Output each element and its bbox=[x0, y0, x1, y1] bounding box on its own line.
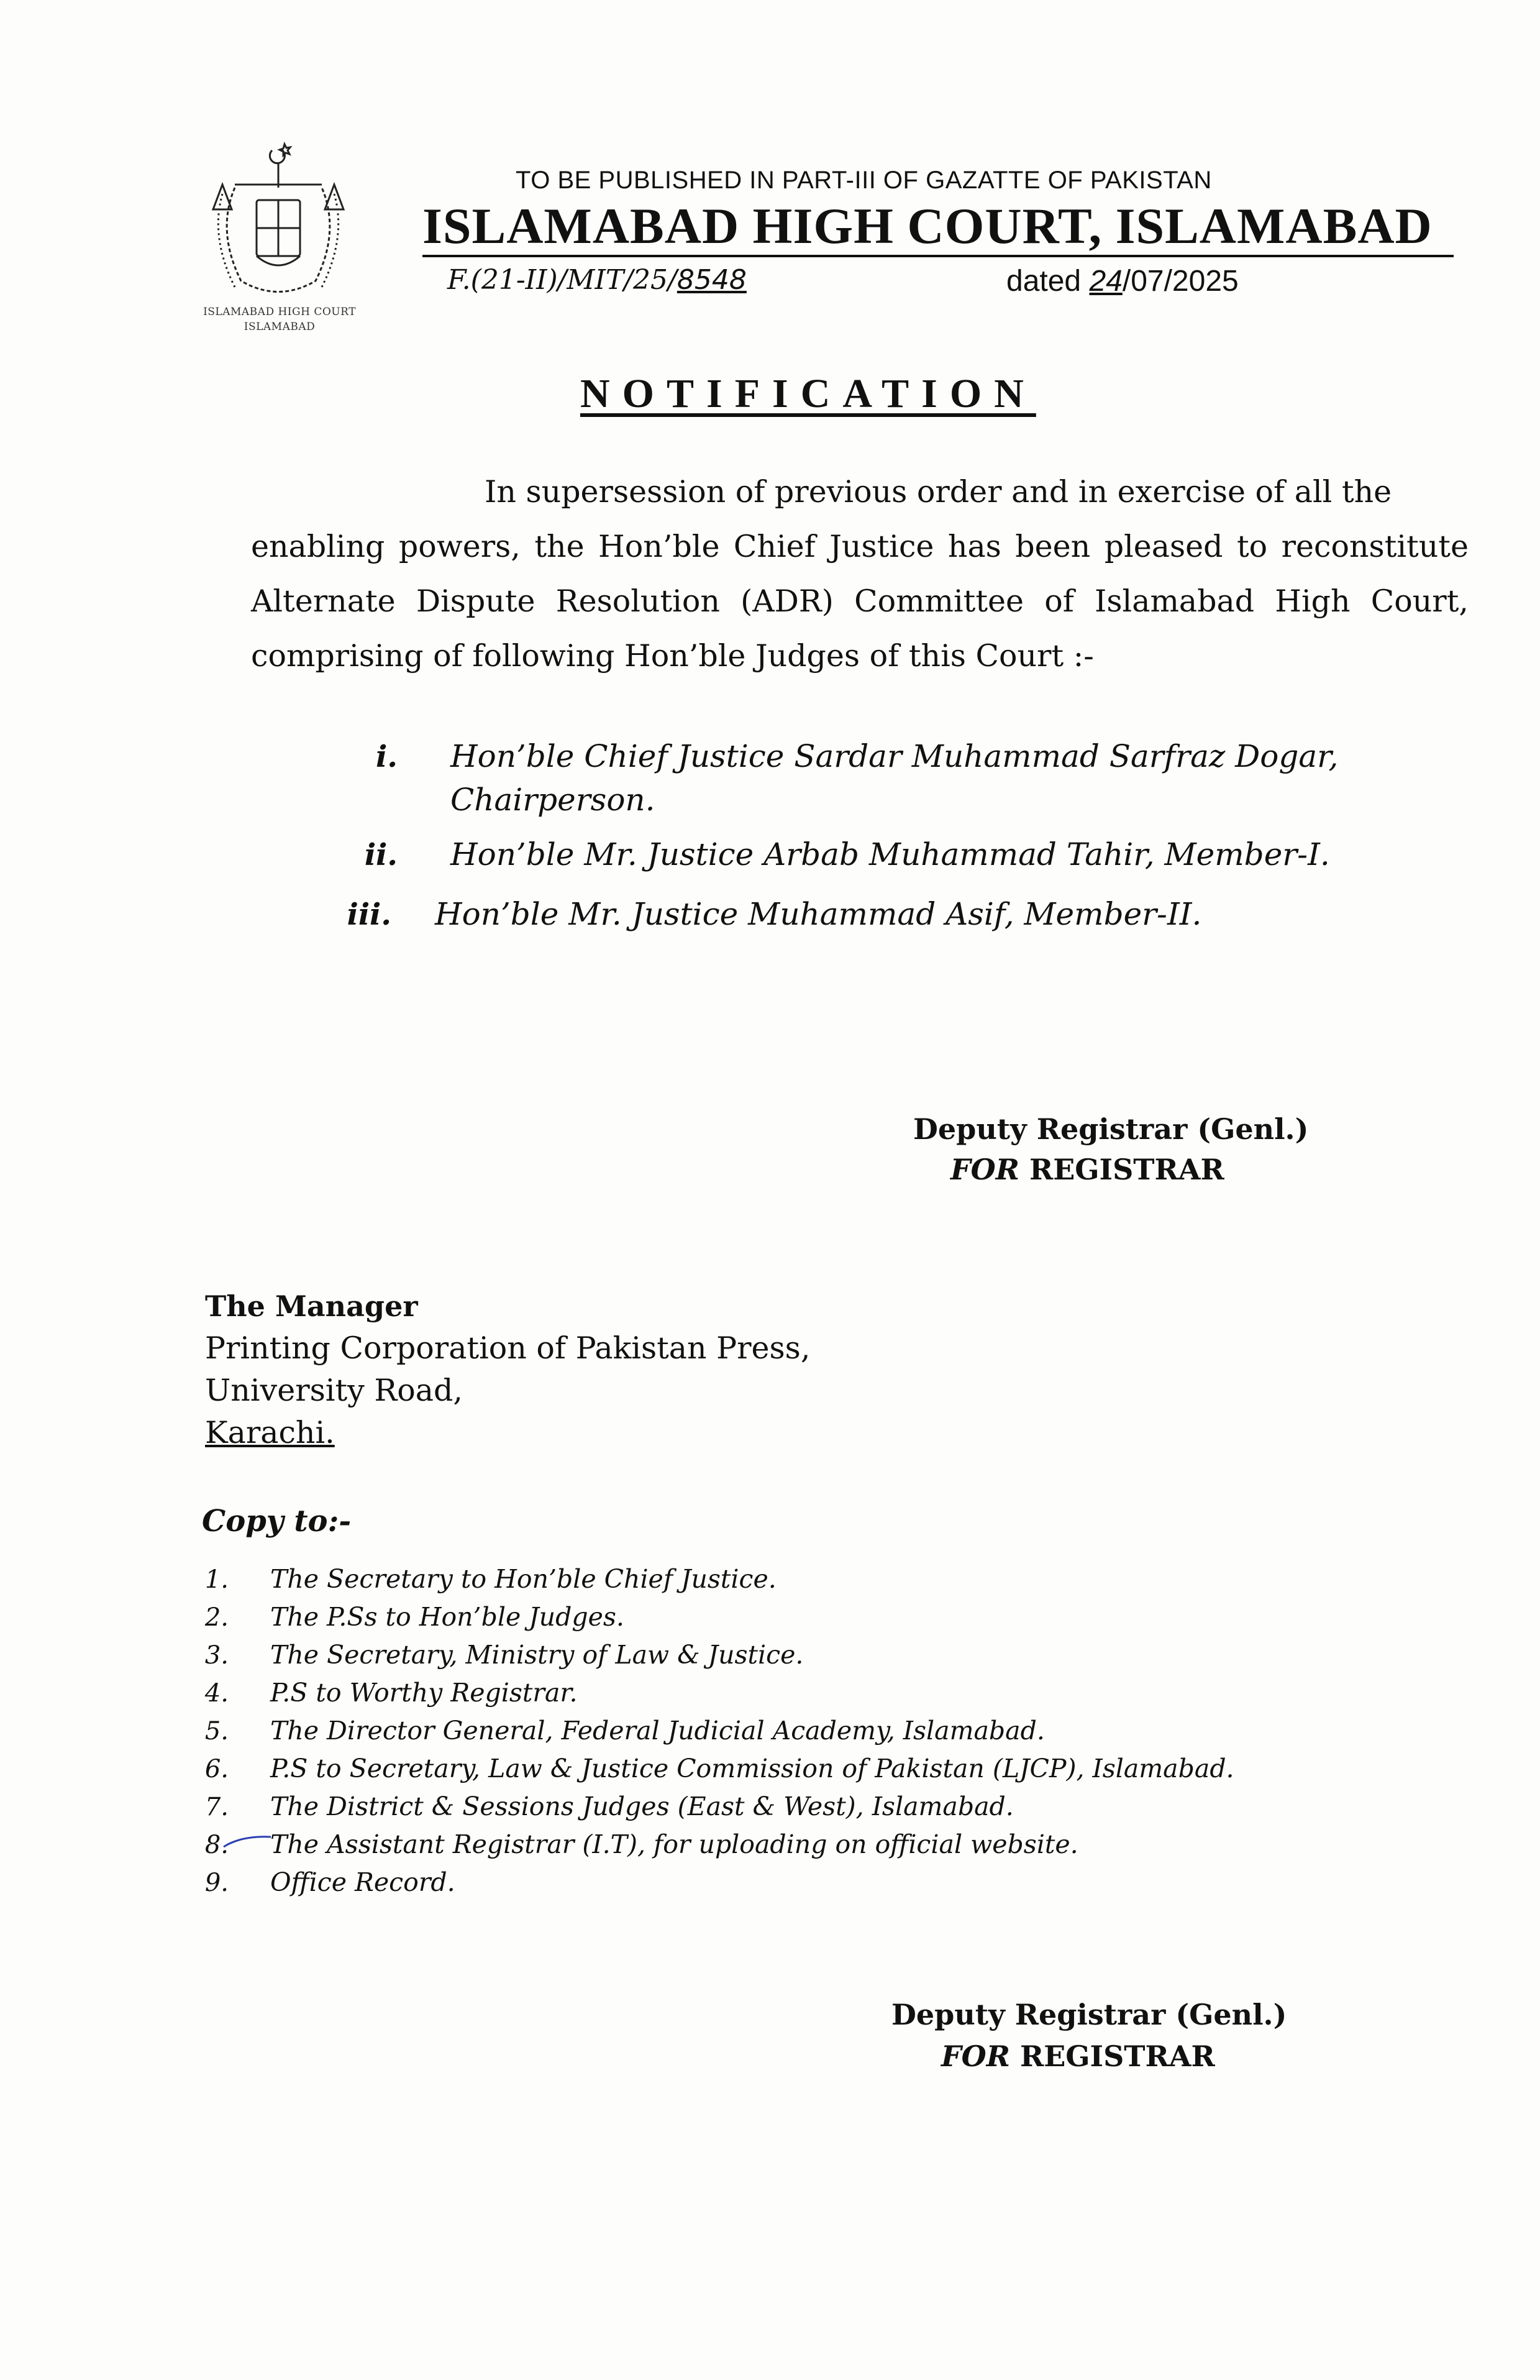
addressee-line: University Road, bbox=[205, 1373, 463, 1408]
copy-item: The Assistant Registrar (I.T), for uploading on official website. bbox=[270, 1829, 1078, 1859]
court-title: ISLAMABAD HIGH COURT, ISLAMABAD bbox=[422, 198, 1454, 257]
copy-item-number: 7. bbox=[204, 1793, 229, 1821]
dated-rest: /07/2025 bbox=[1122, 265, 1239, 298]
file-ref-number: 8548 bbox=[677, 264, 747, 296]
copy-item: P.S to Secretary, Law & Justice Commission of Pakistan (LJCP), Islamabad. bbox=[270, 1754, 1234, 1783]
signature-title: Deputy Registrar (Genl.) bbox=[891, 1998, 1287, 2031]
dated-label: dated bbox=[1006, 265, 1082, 298]
copy-item: The District & Sessions Judges (East & West), Islamabad. bbox=[270, 1792, 1014, 1821]
court-emblem-icon bbox=[198, 138, 359, 306]
member-number: i. bbox=[376, 739, 398, 774]
registrar-label: REGISTRAR bbox=[1019, 2039, 1215, 2073]
copy-item: P.S to Worthy Registrar. bbox=[270, 1678, 578, 1708]
member-number: ii. bbox=[364, 838, 398, 872]
signature-title: Deputy Registrar (Genl.) bbox=[913, 1112, 1309, 1146]
copy-item-number: 5. bbox=[204, 1717, 229, 1746]
dated-line bbox=[1006, 264, 1239, 298]
body-line-1: In supersession of previous order and in exercise of all the bbox=[485, 474, 1392, 510]
addressee-line: Karachi. bbox=[205, 1415, 335, 1450]
emblem-caption bbox=[168, 304, 391, 334]
member-line: Hon’ble Chief Justice Sardar Muhammad Sarfraz Dogar, bbox=[450, 738, 1339, 774]
copy-item-number: 1. bbox=[204, 1565, 229, 1594]
emblem-caption-line2: ISLAMABAD bbox=[244, 321, 316, 333]
gazette-line: TO BE PUBLISHED IN PART-III OF GAZATTE OF PAKISTAN bbox=[516, 167, 1212, 194]
addressee-name: The Manager bbox=[205, 1289, 418, 1323]
copy-item: Office Record. bbox=[270, 1867, 455, 1897]
registrar-label: REGISTRAR bbox=[1029, 1153, 1224, 1186]
member-line: Hon’ble Mr. Justice Muhammad Asif, Member-II. bbox=[435, 896, 1202, 932]
copy-item: The Director General, Federal Judicial Academy, Islamabad. bbox=[270, 1716, 1045, 1746]
dated-day: 24 bbox=[1089, 265, 1123, 298]
copy-item-number: 6. bbox=[204, 1755, 229, 1783]
signature-for-registrar bbox=[941, 2039, 1215, 2073]
copy-item-number: 8. bbox=[204, 1831, 229, 1859]
notification-heading: NOTIFICATION bbox=[580, 371, 1036, 416]
body-line-2: enabling powers, the Hon’ble Chief Justice has been pleased to reconstitute bbox=[251, 529, 1469, 564]
file-reference bbox=[447, 264, 747, 296]
signature-for-registrar bbox=[950, 1153, 1224, 1186]
copy-item-number: 3. bbox=[204, 1641, 229, 1670]
member-line: Hon’ble Mr. Justice Arbab Muhammad Tahir, Member-I. bbox=[450, 836, 1330, 872]
copy-item: The Secretary to Hon’ble Chief Justice. bbox=[270, 1564, 777, 1594]
body-line-3: Alternate Dispute Resolution (ADR) Committee of Islamabad High Court, bbox=[251, 584, 1469, 619]
file-ref-prefix: F.(21-II)/MIT/25/ bbox=[447, 264, 677, 296]
member-line-cont: Chairperson. bbox=[450, 782, 655, 818]
addressee-line: Printing Corporation of Pakistan Press, bbox=[205, 1330, 811, 1366]
member-number: iii. bbox=[347, 897, 391, 932]
copy-item: The P.Ss to Hon’ble Judges. bbox=[270, 1602, 624, 1632]
copy-item-number: 9. bbox=[204, 1869, 229, 1897]
copy-item: The Secretary, Ministry of Law & Justice. bbox=[270, 1640, 804, 1670]
for-mark: FOR bbox=[941, 2039, 1010, 2073]
copy-item-number: 2. bbox=[204, 1603, 229, 1632]
emblem-caption-line1: ISLAMABAD HIGH COURT bbox=[203, 306, 356, 318]
copy-item-number: 4. bbox=[204, 1679, 229, 1708]
body-line-4: comprising of following Hon’ble Judges of this Court :- bbox=[251, 638, 1094, 674]
copy-to-label: Copy to:- bbox=[202, 1504, 352, 1539]
for-mark: FOR bbox=[950, 1153, 1019, 1186]
pen-stroke-icon bbox=[222, 1833, 272, 1852]
